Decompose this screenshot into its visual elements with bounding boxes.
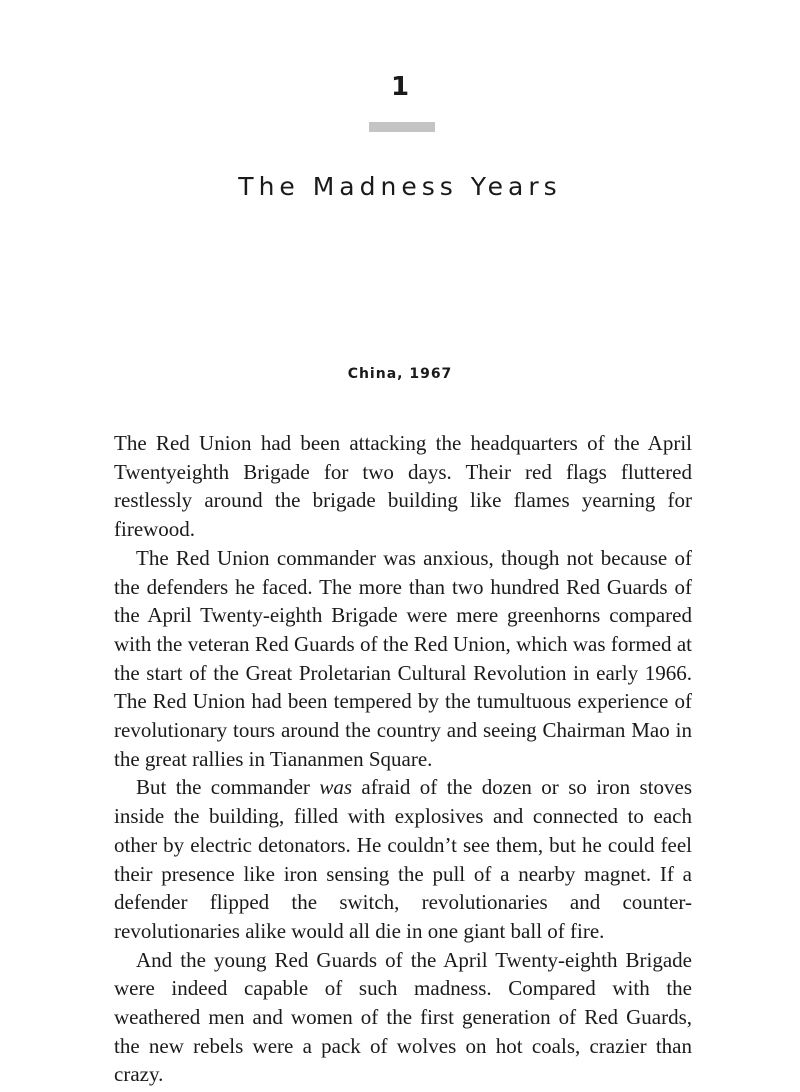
chapter-title: The Madness Years (238, 172, 562, 201)
paragraph-3-emphasis: was (319, 775, 353, 800)
chapter-body (114, 429, 692, 1089)
paragraph-4: And the young Red Guards of the April Twenty-eighth Brigade were indeed capable of such madness. Compared with the weathered men and women of the first generation of Red Guards, the new rebels were a pack of wolves on hot coals, crazier than crazy. (114, 947, 692, 1087)
paragraph-3-before: But the commander (136, 775, 320, 800)
chapter-dateline: China, 1967 (347, 366, 453, 382)
paragraph-3-after: afraid of the dozen or so iron stoves inside the building, filled with explosives and connected to each other by electric detonators. He couldn’t see them, but he could feel their presence like iron sensing the pull of a nearby magnet. If a defender flipped the switch, revolutionaries and counter-revolutionaries alike would all die in one giant ball of fire. (114, 775, 693, 943)
chapter-divider-rule (369, 122, 435, 132)
chapter-number: 1 (390, 72, 410, 102)
paragraph-3 (114, 773, 692, 945)
paragraph-2: The Red Union commander was anxious, though not because of the defenders he faced. The more than two hundred Red Guards of the April Twenty-eighth Brigade were mere greenhorns compared with the veteran Red Guards of the Red Union, which was formed at the start of the Great Proletarian Cultural Revolution in early 1966. The Red Union had been tempered by the tumultuous experience of revolutionary tours around the country and seeing Chairman Mao in the great rallies in Tiananmen Square. (114, 545, 692, 771)
paragraph-1: The Red Union had been attacking the headquarters of the April Twentyeighth Brigade for two days. Their red flags fluttered restlessly around the brigade building like flames yearning for firewood. (114, 431, 692, 542)
